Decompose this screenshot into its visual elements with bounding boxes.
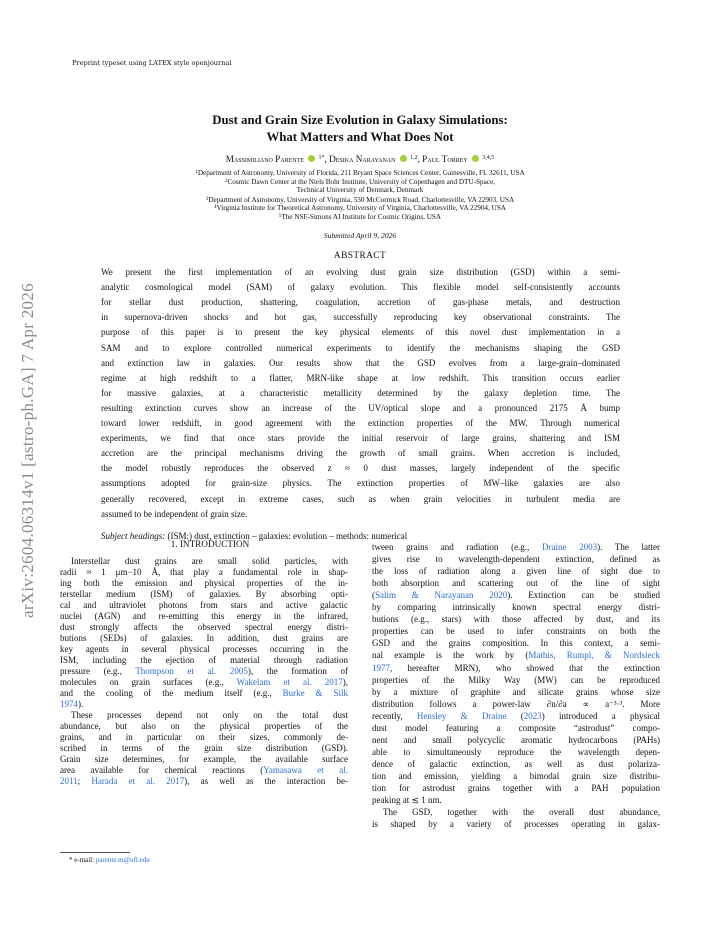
body-text-line (60, 710, 348, 721)
body-text-line (60, 600, 348, 611)
body-text-line (372, 626, 660, 637)
citation-link[interactable]: Thompson et al. 2005 (135, 666, 248, 676)
body-text-line (60, 688, 348, 699)
affiliation-text: Department of Astronomy, University of Virginia, 530 McCormick Road, Charlottesville, VA 22903, USA (208, 195, 515, 204)
body-text: dust strongly affects the observed spectral energy distri- (60, 622, 348, 632)
paper-title-line-1: Dust and Grain Size Evolution in Galaxy Simulations: (212, 113, 508, 127)
body-text: , hereafter MRN), who showed that the extinction (390, 662, 660, 673)
preprint-note: Preprint typeset using LATEX style openjournal (72, 59, 232, 67)
citation-link[interactable]: Salim & Narayanan 2020 (375, 590, 508, 601)
affiliation-number: 5 (278, 214, 282, 219)
body-text-line (60, 633, 348, 644)
body-text-line (60, 644, 348, 655)
body-text-line (60, 578, 348, 589)
body-text: ), as well as the interaction be- (184, 776, 348, 786)
abstract-line: assumptions adopted for grain-size physics. The extinction properties of MW–like galaxies are also (101, 478, 620, 489)
body-text: ISM, including the ejection of material through radiation (60, 655, 348, 665)
body-text-line (372, 807, 660, 818)
affiliation (80, 169, 640, 177)
body-text-line (372, 759, 660, 770)
abstract-line: SAM and to explore controlled numerical experiments to identify the mechanisms shaping the GSD (101, 342, 620, 353)
author-affiliation-mark: 1* (318, 155, 325, 161)
body-text: ing both the emission and physical properties of the in- (60, 578, 348, 588)
abstract-line: in supernova-driven shocks and hot gas, successfully reproducing key observational constraints. The (101, 312, 620, 323)
subject-headings-text: (ISM:) dust, extinction – galaxies: evolution – methods: numerical (167, 531, 408, 541)
body-text: recently, (372, 710, 417, 721)
body-text-line (372, 795, 660, 806)
affiliation-text: Cosmic Dawn Center at the Niels Bohr Institute, University of Copenhagen and DTU-Space, (227, 177, 495, 186)
body-text: ), (342, 677, 348, 687)
body-text-line (372, 578, 660, 589)
body-text: butions (SEDs) of galaxies. In addition, dust grains are (60, 633, 348, 643)
abstract-line: accretion are the principal mechanisms driving the growth of small grains. When accretion is included, (101, 448, 620, 459)
body-text: distribution follows a power-law ∂n/∂a ∝ a⁻³·³. More (372, 698, 660, 709)
footnote-rule (60, 852, 130, 853)
abstract-heading: ABSTRACT (333, 251, 387, 261)
body-text-line (372, 566, 660, 577)
body-text-line (60, 776, 348, 787)
affiliation (80, 186, 640, 194)
abstract-line: experiments, we find that once stars provide the initial reservoir of large grains, shattering and ISM (101, 433, 620, 444)
abstract-line: purpose of this paper is to present the key physical elements of this novel dust implementation in a (101, 327, 620, 338)
author-affiliation-mark: 3,4,5 (482, 155, 495, 161)
body-text-line (372, 699, 660, 710)
abstract-line: and extinction law in galaxies. Our results show that the GSD evolves from a large-grain–dominated (101, 357, 620, 368)
submission-date: Submitted April 9, 2026 (323, 231, 397, 240)
affiliation-text: Virginia Institute for Theoretical Astronomy, University of Virginia, Charlottesville, VA 22904, USA (216, 204, 507, 212)
footnote (69, 856, 150, 864)
body-text-line (60, 666, 348, 677)
abstract-line: We present the first implementation of an evolving dust grain size distribution (GSD) within a semi- (101, 267, 620, 277)
body-text: The GSD, together with the overall dust abundance, (383, 807, 660, 818)
body-text-line (60, 556, 348, 567)
affiliation-text: Technical University of Denmark, Denmark (296, 186, 424, 194)
orcid-icon[interactable] (400, 155, 407, 162)
abstract-line: regime at high redshift to a flatter, MRN-like shape at low redshift. This transition occurs earlier (101, 372, 620, 383)
paper-title-line-2: What Matters and What Does Not (266, 130, 454, 144)
body-text-line (372, 590, 660, 601)
body-text: by a mixture of graphite and silicate grains whose size (372, 686, 660, 697)
author-name: Paul Torrey (422, 154, 468, 164)
citation-link[interactable]: Harada et al. 2017 (91, 776, 185, 786)
body-text-line (372, 614, 660, 625)
body-text: Interstellar dust grains are small solid particles, with (71, 556, 348, 566)
body-text: abundance, but also on the physical properties of the (60, 721, 348, 731)
body-text: ) introduced a physical (541, 710, 660, 721)
body-text: able to simultaneously reproduce the wavelength depen- (372, 746, 660, 757)
body-text-line (372, 819, 660, 830)
affiliation-number: 4 (213, 205, 217, 210)
body-text: grains, and in particular on their sizes, commonly de- (60, 732, 348, 742)
body-text: both absorption and scattering out of the line of sight (372, 578, 660, 589)
body-text-line (60, 699, 348, 710)
abstract-line: analytic cosmological model (SAM) of galaxy evolution. This flexible model self-consistently accounts (101, 282, 620, 293)
abstract-line: generally recovered, except in extreme cases, such as when grain velocities in turbulent media are (101, 493, 620, 504)
body-text: radii ≈ 1 μm−10 Å, that play a fundamental role in shap- (60, 567, 348, 577)
body-text: nal example is the work by ( (372, 650, 529, 661)
author-name: Massimiliano Parente (225, 154, 304, 164)
abstract-line: for stellar dust production, shattering, coagulation, accretion of gas-phase metals, and destruction (101, 297, 620, 308)
affiliation (80, 196, 640, 204)
body-text-line (372, 675, 660, 686)
body-text: is shaped by a variety of processes operating in galax- (372, 819, 660, 830)
body-text: the loss of radiation along a given line of sight due to (372, 566, 660, 577)
body-text: gives rise to wavelength-dependent extinction, defined as (372, 554, 660, 565)
body-text: Grain size determines, for example, the available surface (60, 754, 348, 764)
body-text: ). Extinction can be studied (507, 590, 660, 601)
body-text: ; (77, 776, 92, 786)
body-text: nuclei (AGN) and re-emitting this energy in the infrared, (60, 611, 348, 621)
body-text: ). (78, 699, 84, 709)
affiliation (80, 178, 640, 186)
body-text-line (60, 754, 348, 765)
body-text: and the cooling of the medium itself (e.g., (60, 688, 283, 698)
body-text-line (60, 567, 348, 578)
abstract-line: for massive galaxies, at a characteristic metallicity determined by the galaxy depletion time. The (101, 387, 620, 398)
affiliation-text: The NSF-Simons AI Institute for Cosmic Origins, USA (281, 213, 442, 221)
affiliation-text: Department of Astronomy, University of Florida, 211 Bryant Space Sciences Center, Gainesville, FL 32611, USA (197, 169, 525, 177)
body-text: butions (e.g., stars) with those affected by dust, and its (372, 614, 660, 625)
body-text-line (372, 554, 660, 565)
citation-link[interactable]: Draine 2003 (541, 542, 598, 552)
body-text: properties can be used to infer constraints on both the (372, 626, 660, 637)
body-text: These processes depend not only on the total dust (71, 710, 348, 720)
body-text: tion for astrodust grains together with a PAH population (372, 783, 660, 793)
body-text-line (372, 602, 660, 613)
orcid-icon[interactable] (472, 155, 479, 162)
body-text-line (372, 711, 660, 722)
citation-link[interactable]: 1977 (372, 662, 390, 673)
body-text-line (372, 771, 660, 782)
body-text-line (60, 721, 348, 732)
body-text-line (372, 783, 660, 794)
body-text-line (60, 677, 348, 688)
body-text: GSD and the grains composition. In this context, a semi- (372, 638, 660, 649)
body-text-line (372, 723, 660, 734)
body-text-line (372, 542, 660, 553)
body-text: ( (506, 710, 524, 721)
citation-link[interactable]: Hensley & Draine (416, 710, 507, 721)
citation-link[interactable]: Burke & Silk (282, 688, 348, 698)
body-text: molecules on grain surfaces (e.g., (60, 677, 237, 687)
body-text: cal and ultraviolet photons from stars and active galactic (60, 600, 348, 610)
body-text-line (372, 650, 660, 661)
citation-link[interactable]: Wakelam et al. 2017 (236, 677, 343, 687)
body-text: scribed in terms of the grain size distribution (GSD). (60, 743, 348, 753)
abstract-line: toward lower redshift, in good agreement with the extinction properties of the MW. Through numerical (101, 418, 620, 428)
body-text: area available for chemical reactions ( (60, 765, 264, 775)
affiliation-number: 1 (195, 170, 198, 175)
citation-link[interactable]: 1974 (60, 699, 78, 709)
body-text: properties of the Milky Way (MW) can be reproduced (372, 674, 660, 685)
body-text-line (60, 589, 348, 600)
arxiv-identifier[interactable]: arXiv:2604.06314v1 [astro-ph.GA] 7 Apr 2026 (18, 283, 37, 619)
author-list: Massimiliano Parente $^{1*}$, Desika Narayanan $^{1,2}$, Paul Torrey $^{3,4,5}$ (225, 154, 495, 164)
body-text-line (60, 765, 348, 776)
body-text: ( (372, 590, 375, 601)
abstract-line: the model robustly reproduces the observed z ≈ 0 dust masses, largely independent of the specific (101, 463, 620, 474)
body-text-line (372, 735, 660, 746)
citation-link[interactable]: Yamasawa et al. (263, 765, 348, 775)
email-link[interactable]: parente.m@ufl.edu (95, 856, 150, 864)
body-text-line (60, 622, 348, 633)
author-affiliation-mark: 1,2 (410, 155, 418, 161)
body-text: nent and small polycyclic aromatic hydrocarbons (PAHs) (372, 734, 660, 745)
body-text-line (372, 663, 660, 674)
footnote-label: * e-mail: (69, 856, 95, 864)
body-text: dence of galactic extinction, as well as dust polariza- (372, 758, 660, 769)
body-text-line (372, 747, 660, 758)
citation-link[interactable]: Mathis, Rumpl, & Nordsieck (528, 650, 660, 661)
orcid-icon[interactable] (308, 155, 315, 162)
body-text: terstellar medium (ISM) of galaxies. By absorbing opti- (60, 589, 348, 599)
subject-headings-label: Subject headings: (101, 531, 166, 541)
citation-link[interactable]: 2023 (523, 710, 542, 721)
body-text: dust model featuring a composite “astrodust” compo- (372, 722, 660, 733)
body-text-line (60, 732, 348, 743)
abstract-line: resulting extinction curves show an increase of the UV/optical slope and a pronounced 2175 Å bump (101, 402, 620, 413)
author-name: Desika Narayanan (329, 154, 396, 164)
body-text-line (60, 655, 348, 666)
body-text: ). The latter (597, 542, 660, 552)
body-text-line (60, 611, 348, 622)
affiliation (80, 204, 640, 212)
affiliation-number: 3 (205, 196, 209, 202)
body-text-line (372, 687, 660, 698)
citation-link[interactable]: 2011 (60, 776, 78, 786)
body-text: pressure (e.g., (60, 666, 136, 676)
body-text: peaking at ≲ 1 nm. (372, 795, 442, 806)
body-text-line (372, 638, 660, 649)
section-heading-introduction: 1. INTRODUCTION (170, 539, 250, 549)
body-text: tween grains and radiation (e.g., (372, 542, 542, 552)
affiliation-number: 2 (225, 178, 228, 184)
abstract-line: assumed to be independent of grain size. (101, 508, 248, 519)
body-text: key agents in several physical processes occurring in the (60, 644, 348, 654)
affiliation (80, 213, 640, 221)
body-text: by comparing intrinsically known spectral energy distri- (372, 602, 660, 613)
body-text: tion and emission, yielding a bimodal grain size distribu- (372, 770, 660, 781)
body-text: ), the formation of (247, 666, 348, 676)
body-text-line (60, 743, 348, 754)
